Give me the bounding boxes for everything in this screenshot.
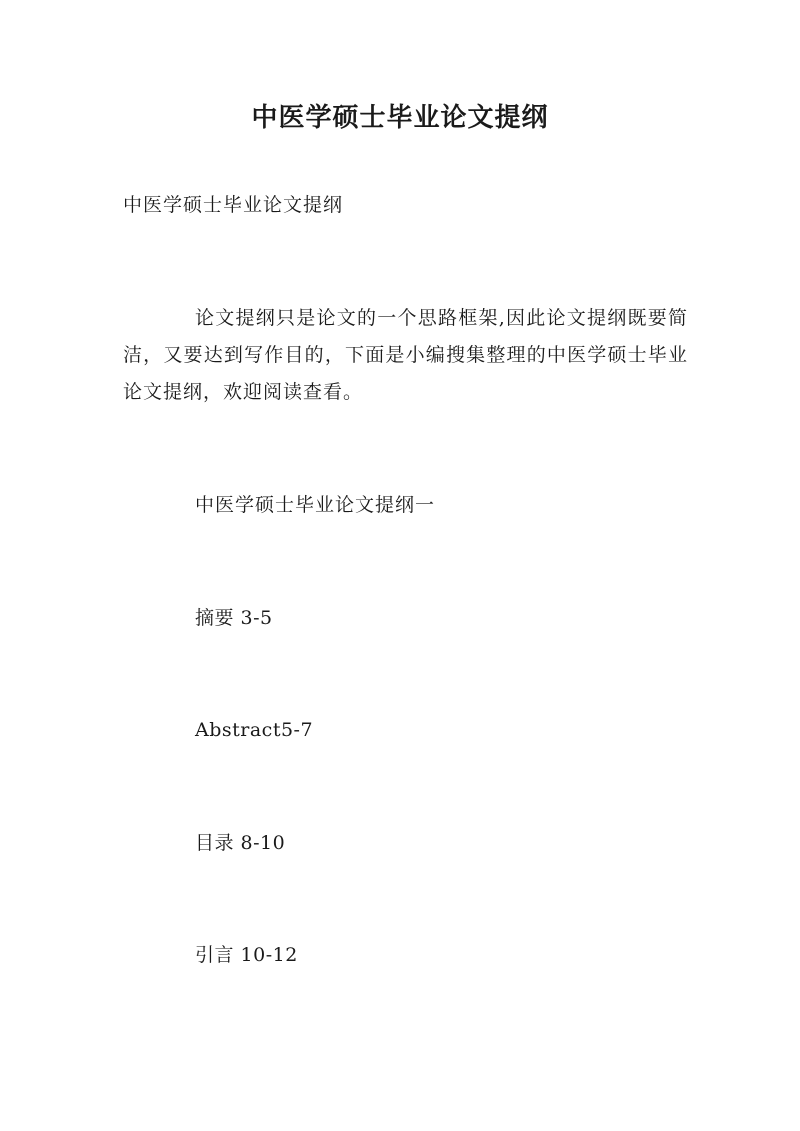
- toc-item-contents: 目录 8-10: [195, 832, 286, 854]
- toc-item-abstract-cn: 摘要 3-5: [195, 607, 273, 629]
- document-title: 中医学硕士毕业论文提纲: [251, 103, 549, 133]
- document-subtitle: 中医学硕士毕业论文提纲: [123, 194, 344, 216]
- toc-item-abstract-en: Abstract5-7: [195, 719, 314, 741]
- intro-paragraph: 论文提纲只是论文的一个思路框架,因此论文提纲既要简洁，又要达到写作目的，下面是小编搜集整理的中医学硕士毕业论文提纲，欢迎阅读查看。: [123, 307, 688, 403]
- section-heading: 中医学硕士毕业论文提纲一: [195, 494, 436, 516]
- toc-item-introduction: 引言 10-12: [195, 944, 298, 966]
